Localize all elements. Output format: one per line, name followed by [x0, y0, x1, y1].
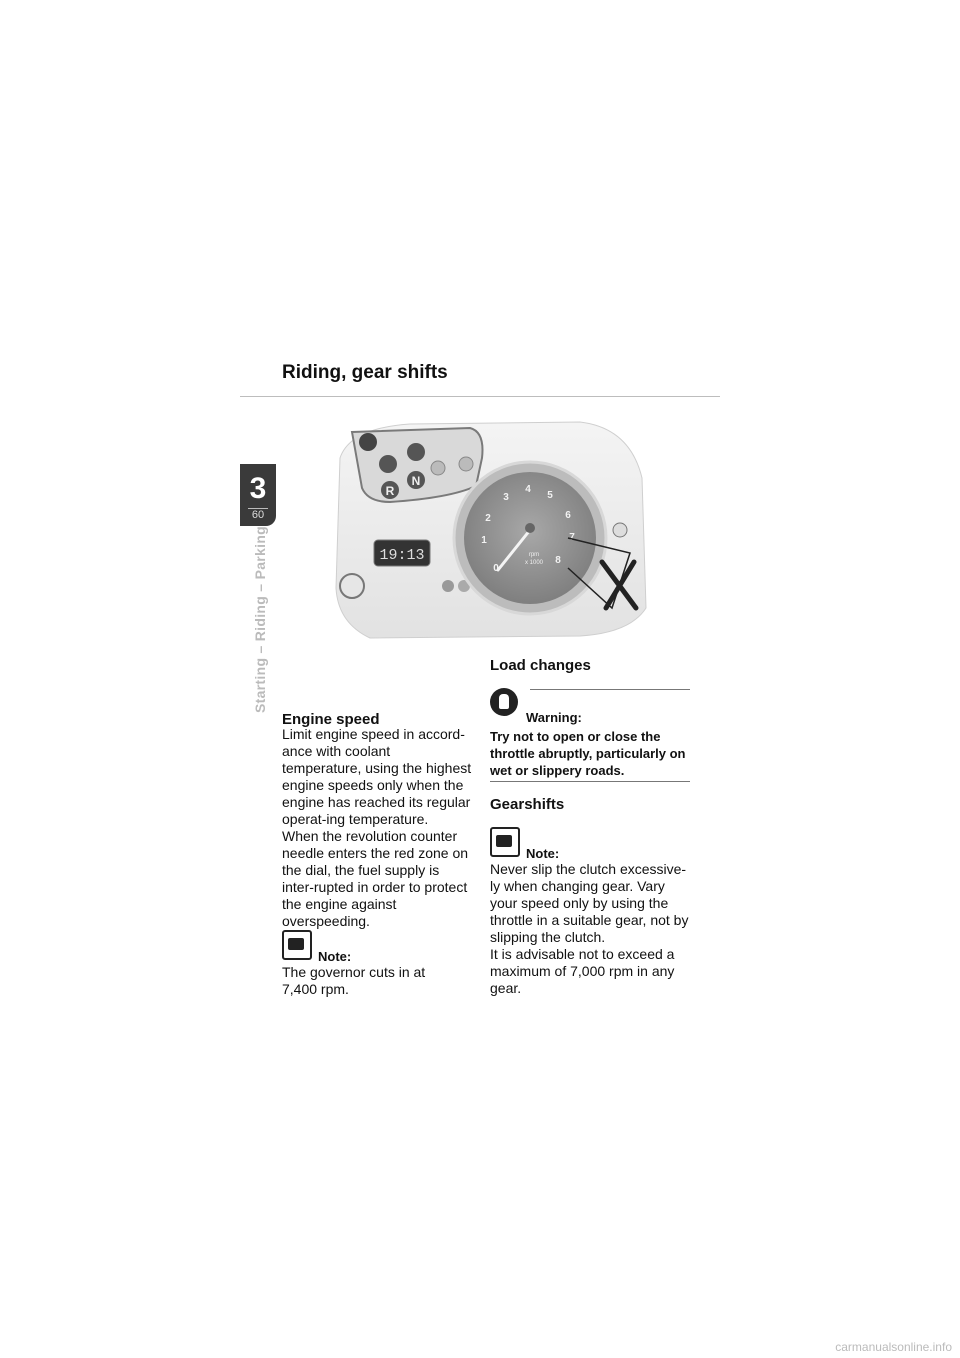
- engine-speed-paragraph: Limit engine speed in accord-ance with coolant temperature, using the highest engine speeds only when the engine has reached its regular operat-ing temperature.: [282, 726, 472, 827]
- cluster-button-left: [442, 580, 454, 592]
- dial-number: 1: [481, 535, 487, 546]
- warning-label: Warning:: [526, 710, 582, 725]
- warning-top-rule: [530, 689, 690, 690]
- load-changes-section: [490, 657, 690, 782]
- page-title: Riding, gear shifts: [282, 362, 448, 383]
- warning-light-small: [613, 523, 627, 537]
- gearshifts-section: [490, 796, 690, 997]
- engine-speed-section: [282, 711, 472, 930]
- dial-number: 5: [547, 490, 553, 501]
- indicator-light-turn: [359, 433, 377, 451]
- dial-number: 2: [485, 513, 491, 524]
- instrument-cluster-figure: [330, 418, 650, 644]
- engine-speed-paragraph: When the revolution counter needle enters the red zone on the dial, the fuel supply is inter-rupted in order to protect the engine against overspeeding.: [282, 828, 469, 929]
- indicator-light-coolant: [459, 457, 473, 471]
- dial-number: 7: [569, 532, 575, 543]
- chapter-side-label: Starting – Riding – Parking: [252, 525, 268, 713]
- note-text-line: 7,400 rpm.: [282, 981, 349, 997]
- warning-text: Try not to open or close the throttle abruptly, particularly on wet or slippery roads.: [490, 729, 686, 778]
- load-changes-heading: Load changes: [490, 657, 591, 674]
- indicator-light-abs: [379, 455, 397, 473]
- engine-speed-note: [282, 930, 472, 998]
- dial-number: 6: [565, 510, 571, 521]
- warning-bottom-rule: [490, 781, 690, 782]
- trip-reset-knob: [340, 574, 364, 598]
- dial-number: 8: [555, 555, 561, 566]
- gearshifts-paragraph: It is advisable not to exceed a maximum of 7,000 rpm in any gear.: [490, 946, 675, 996]
- chapter-tab: [240, 464, 276, 526]
- dial-number: 0: [493, 563, 499, 574]
- footer-watermark: carmanualsonline.info: [835, 1340, 952, 1354]
- note-label: Note:: [318, 949, 352, 964]
- note-icon: [282, 930, 312, 960]
- reserve-letter: R: [385, 484, 395, 498]
- indicator-light-high-beam: [407, 443, 425, 461]
- gearshifts-paragraph: Never slip the clutch excessive-ly when changing gear. Vary your speed only by using the throttle in a suitable gear, not by slipping the clutch.: [490, 861, 689, 945]
- page-number: 60: [251, 509, 265, 521]
- note-text-line: The governor cuts in at: [282, 964, 426, 980]
- needle-hub: [525, 523, 535, 533]
- instrument-cluster-illustration: [330, 418, 650, 644]
- clock-readout: 19:13: [379, 547, 425, 564]
- rpm-label: rpm: [528, 552, 540, 558]
- note-label: Note:: [526, 846, 560, 861]
- warning-hand-icon: [490, 688, 518, 716]
- engine-speed-heading: Engine speed: [282, 711, 380, 728]
- dial-number: 3: [503, 492, 509, 503]
- note-icon: [490, 827, 520, 857]
- indicator-light-oil: [431, 461, 445, 475]
- chapter-number: 3: [249, 472, 267, 505]
- dial-number: 4: [525, 484, 531, 495]
- rpm-multiplier-label: x 1000: [524, 560, 544, 566]
- neutral-letter: N: [411, 474, 421, 488]
- gearshifts-heading: Gearshifts: [490, 796, 565, 813]
- title-divider: [240, 396, 720, 397]
